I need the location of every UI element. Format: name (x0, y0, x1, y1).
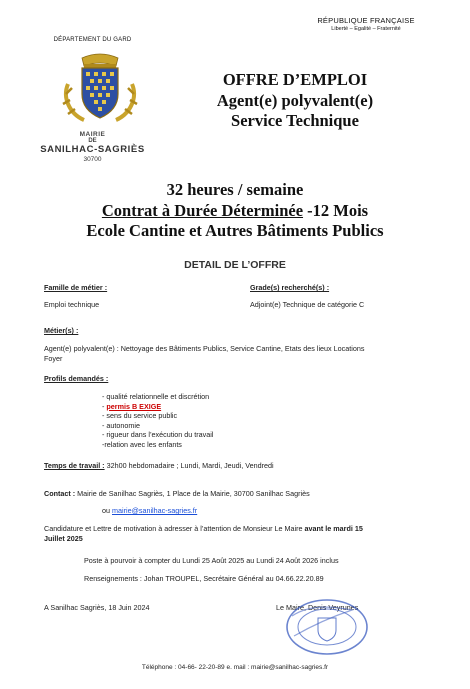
profil-item: -relation avec les enfants (102, 439, 182, 449)
profil-item: - rigueur dans l’exécution du travail (102, 430, 214, 440)
famille-label: Famille de métier : (44, 283, 108, 292)
mairie-logo-text (30, 131, 155, 163)
famille-value: Emploi technique (44, 300, 100, 309)
metier-line2: Foyer (44, 353, 63, 363)
profil-item: - sens du service public (102, 411, 178, 421)
footer-contact: Téléphone : 04-66- 22-20-89 e. mail : mairie@sanilhac-sagries.fr (141, 664, 329, 671)
contact-email-link[interactable]: mairie@sanilhac-sagries.fr (112, 506, 198, 515)
grade-label: Grade(s) recherché(s) : (250, 283, 330, 292)
offer-title (170, 70, 420, 132)
offer-summary (30, 180, 440, 242)
logo-postcode: 30700 (83, 156, 102, 163)
republic-header (296, 16, 436, 32)
candidature-deadline: avant le mardi 15 (304, 524, 363, 533)
logo-line-mairie: MAIRIE (79, 131, 106, 138)
profil-item: - autonomie (102, 420, 140, 430)
republic-motto: Liberté – Egalité – Fraternité (331, 26, 401, 32)
contact-label: Contact : (44, 489, 76, 498)
logo-line-town: SANILHAC-SAGRIÈS (40, 144, 145, 155)
contact-email-row: ou mairie@sanilhac-sagries.fr (102, 506, 198, 515)
logo-line-de: DE (88, 138, 97, 144)
poste-dates: Poste à pourvoir à compter du Lundi 25 Août 2025 au Lundi 24 Août 2026 inclus (84, 556, 339, 565)
metier-label: Métier(s) : (44, 326, 79, 335)
profils-list (102, 392, 213, 450)
candidature-text: Candidature et Lettre de motivation à adresser à l’attention de Monsieur Le Maire avant le mardi 15 Juillet 2025 (44, 524, 363, 543)
offer-title-line3: Service Technique (231, 111, 359, 130)
place-date: A Sanilhac Sagriès, 18 Juin 2024 (44, 603, 150, 612)
candidature-deadline-year: Juillet 2025 (44, 533, 83, 543)
summary-contract-duration: -12 Mois (303, 200, 369, 220)
metier-line1: Agent(e) polyvalent(e) : Nettoyage des Bâtiments Publics, Service Cantine, Etats des lieux Locations (44, 344, 365, 353)
summary-contract-type: Contrat à Durée Déterminée (101, 200, 304, 220)
contact-row (44, 489, 310, 498)
summary-hours: 32 heures / semaine (166, 180, 304, 199)
permis-highlight: permis B EXIGE (106, 401, 162, 411)
republic-title: RÉPUBLIQUE FRANÇAISE (317, 16, 415, 25)
detail-heading: DETAIL DE L’OFFRE (184, 259, 286, 271)
coat-of-arms-logo (60, 48, 140, 124)
offer-title-line1: OFFRE D’EMPLOI (222, 70, 368, 89)
summary-contract (30, 201, 440, 222)
metier-value (44, 344, 364, 363)
profil-item: - qualité relationnelle et discrétion (102, 392, 210, 401)
renseignements: Renseignements : Johan TROUPEL, Secrétaire Général au 04.66.22.20.89 (84, 574, 324, 583)
temps-value: 32h00 hebdomadaire ; Lundi, Mardi, Jeudi, Vendredi (104, 461, 274, 470)
contact-value: Mairie de Sanilhac Sagriès, 1 Place de la Mairie, 30700 Sanilhac Sagriès (75, 489, 310, 498)
grade-value: Adjoint(e) Technique de catégorie C (250, 300, 365, 309)
mairie-stamp-icon (282, 596, 372, 658)
summary-places: Ecole Cantine et Autres Bâtiments Publics (86, 221, 384, 240)
mayor-signature: Le Maire, Denis Veyrunes (276, 603, 359, 612)
profil-item-permis: - permis B EXIGE (102, 401, 162, 411)
temps-row (44, 461, 274, 470)
profils-label: Profils demandés : (44, 374, 109, 383)
temps-label: Temps de travail : (44, 461, 105, 470)
offer-title-line2: Agent(e) polyvalent(e) (216, 90, 374, 110)
department-label: DÉPARTEMENT DU GARD (53, 37, 132, 43)
